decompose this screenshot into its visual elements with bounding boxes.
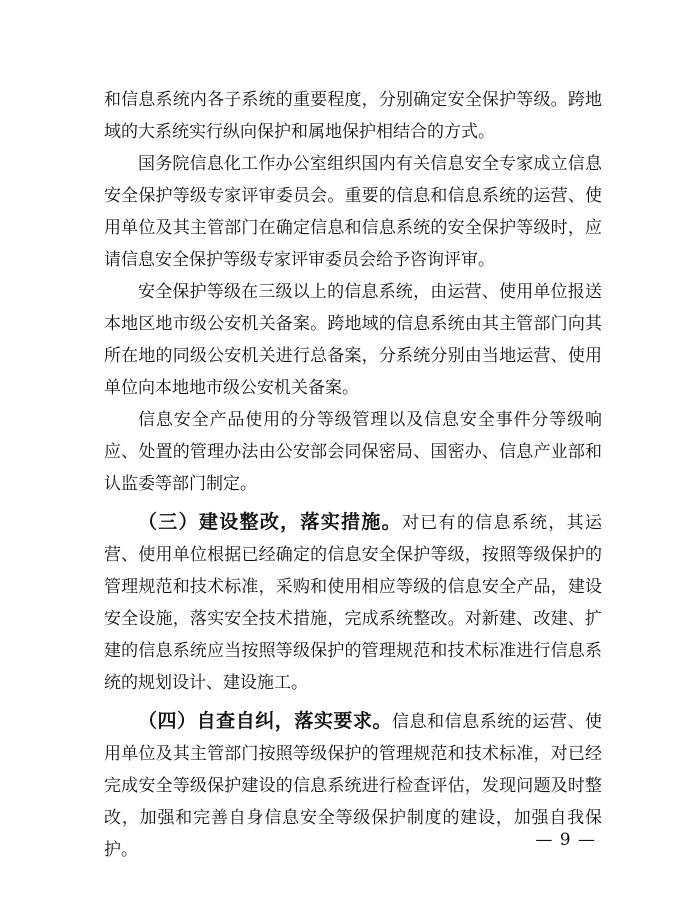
section-three (104, 506, 602, 699)
page-number: — 9 — (535, 830, 596, 850)
section-four-heading: （四）自查自纠，落实要求。 (138, 710, 393, 732)
paragraph-product-management: 信息安全产品使用的分等级管理以及信息安全事件分等级响应、处置的管理办法由公安部会同保密局、国密办、信息产业部和认监委等部门制定。 (104, 410, 602, 494)
paragraph-continuation: 和信息系统内各子系统的重要程度，分别确定安全保护等级。跨地域的大系统实行纵向保护和属地保护相结合的方式。 (104, 90, 602, 142)
section-three-body: 对已有的信息系统，其运营、使用单位根据已经确定的信息安全保护等级，按照等级保护的管理规范和技术标准，采购和使用相应等级的信息安全产品，建设安全设施，落实安全技术措施，完成系统整改。对新建、改建、扩建的信息系统应当按照等级保护的管理规范和技术标准进行信息系统的规划设计、建设施工。 (104, 513, 602, 693)
paragraph-filing: 安全保护等级在三级以上的信息系统，由运营、使用单位报送本地区地市级公安机关备案。跨地域的信息系统由其主管部门向其所在地的同级公安机关进行总备案，分系统分别由当地运营、使用单位向本地地市级公安机关备案。 (104, 282, 602, 398)
section-three-heading: （三）建设整改，落实措施。 (138, 511, 402, 533)
paragraph-expert-committee: 国务院信息化工作办公室组织国内有关信息安全专家成立信息安全保护等级专家评审委员会。重要的信息和信息系统的运营、使用单位及其主管部门在确定信息和信息系统的安全保护等级时，应请信息安全保护等级专家评审委员会给予咨询评审。 (104, 154, 602, 270)
section-four-body: 信息和信息系统的运营、使用单位及其主管部门按照等级保护的管理规范和技术标准，对已经完成安全等级保护建设的信息系统进行检查评估，发现问题及时整改，加强和完善自身信息安全等级保护制度的建设，加强自我保护。 (104, 712, 602, 860)
document-body (104, 84, 602, 866)
